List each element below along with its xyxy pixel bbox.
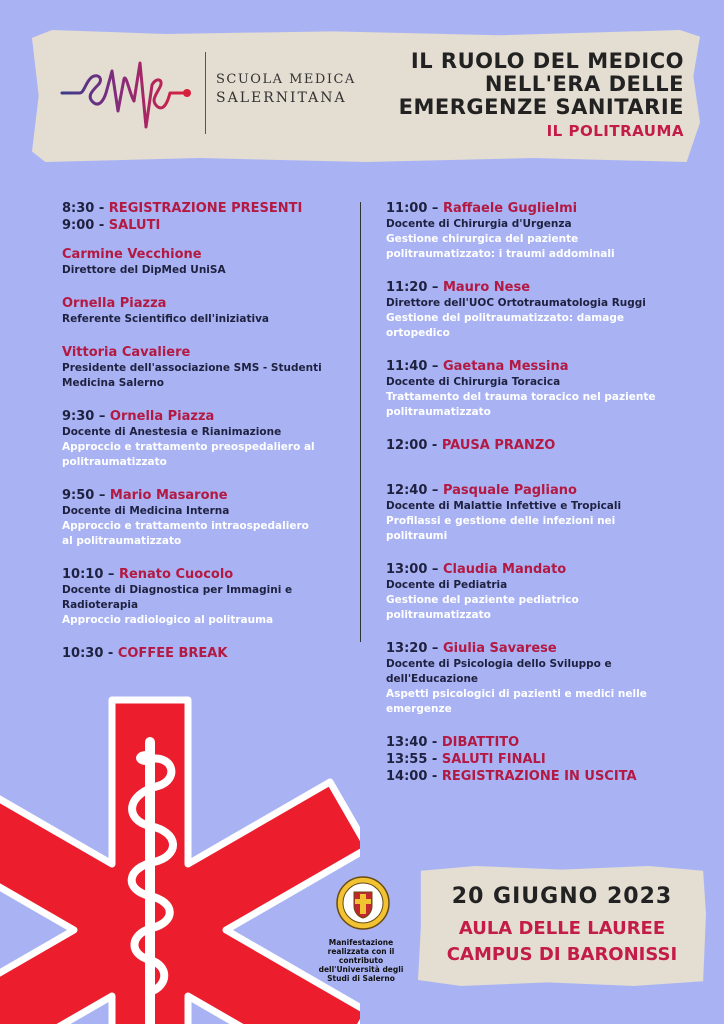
schedule-item (62, 217, 352, 234)
event-label: SALUTI (108, 218, 161, 233)
time: 14:00 - (386, 769, 438, 784)
event-label: DIBATTITO (441, 735, 520, 750)
event-date: 20 GIUGNO 2023 (451, 884, 673, 909)
schedule-item (386, 751, 696, 768)
speaker-role: Docente di Chirurgia d'Urgenza (386, 218, 572, 230)
talk-topic: Aspetti psicologici di pazienti e medici nelle emergenze (386, 688, 647, 715)
speaker-name: Mario Masarone (109, 488, 228, 503)
speaker-block (62, 246, 352, 278)
talk-topic: Trattamento del trauma toracico nel paziente politraumatizzato (386, 391, 656, 418)
speaker-name: Ornella Piazza (62, 296, 167, 311)
time: 8:30 - (62, 201, 105, 216)
talk-topic: Approccio e trattamento intraospedaliero al politraumatizzato (62, 520, 309, 547)
talk-block: 11:40 – Gaetana Messina Docente di Chirurgia Toracica Trattamento del trauma toracico nel paziente politraumatizzato (386, 358, 696, 420)
speaker-name: Mauro Nese (442, 280, 531, 295)
event-label: PAUSA PRANZO (441, 438, 556, 453)
speaker-name: Pasquale Pagliano (442, 483, 577, 498)
schedule-left-column (62, 200, 352, 662)
event-location: CAMPUS DI BARONISSI (446, 944, 678, 965)
sms-logo-icon (60, 55, 200, 135)
speaker-role: Direttore del DipMed UniSA (62, 264, 226, 276)
talk-block: 9:50 – Mario Masarone Docente di Medicina Interna Approccio e trattamento intraospedaliero al politraumatizzato (62, 487, 352, 549)
schedule-item (62, 200, 352, 217)
time: 11:40 (386, 359, 428, 374)
time: 13:55 - (386, 752, 438, 767)
talk-block: 12:40 – Pasquale Pagliano Docente di Malattie Infettive e Tropicali Profilassi e gestione delle infezioni nei politraumi (386, 482, 696, 544)
speaker-name: Giulia Savarese (442, 641, 557, 656)
talk-topic: Approccio e trattamento preospedaliero al politraumatizzato (62, 441, 315, 468)
event-label: SALUTI FINALI (441, 752, 546, 767)
title-line-2: NELL'ERA DELLE (484, 72, 684, 96)
column-divider (360, 202, 361, 642)
time: 9:00 - (62, 218, 105, 233)
schedule-item (386, 437, 696, 454)
speaker-name: Claudia Mandato (442, 562, 567, 577)
time: 9:30 (62, 409, 95, 424)
event-title (399, 50, 684, 141)
speaker-name: Carmine Vecchione (62, 247, 202, 262)
speaker-block (62, 295, 352, 327)
talk-topic: Gestione chirurgica del paziente politraumatizzato: i traumi addominali (386, 233, 615, 260)
logo-divider (205, 52, 206, 134)
title-line-1: IL RUOLO DEL MEDICO (410, 49, 684, 73)
time: 13:00 (386, 562, 428, 577)
speaker-role: Docente di Anestesia e Rianimazione (62, 426, 282, 438)
title-line-3: EMERGENZE SANITARIE (398, 95, 684, 119)
logo-text-line-2: SALERNITANA (216, 90, 347, 106)
time: 13:20 (386, 641, 428, 656)
time: 11:00 (386, 201, 428, 216)
speaker-role: Referente Scientifico dell'iniziativa (62, 313, 270, 325)
event-label: REGISTRAZIONE IN USCITA (441, 769, 637, 784)
speaker-role: Docente di Medicina Interna (62, 505, 230, 517)
time: 12:40 (386, 483, 428, 498)
time: 13:40 - (386, 735, 438, 750)
talk-block: 13:00 – Claudia Mandato Docente di Pediatria Gestione del paziente pediatrico politraumatizzato (386, 561, 696, 623)
talk-block: 10:10 – Renato Cuocolo Docente di Diagnostica per Immagini e Radioterapia Approccio radiologico al politrauma (62, 566, 352, 628)
talk-block: 13:20 – Giulia Savarese Docente di Psicologia dello Sviluppo e dell'Educazione Aspetti psicologici di pazienti e medici nelle emergenze (386, 640, 696, 717)
talk-topic: Gestione del politraumatizzato: damage ortopedico (386, 312, 624, 339)
talk-topic: Approccio radiologico al politrauma (62, 614, 274, 626)
event-label: COFFEE BREAK (117, 646, 228, 661)
speaker-role: Docente di Malattie Infettive e Tropicali (386, 500, 622, 512)
schedule-right-column (386, 200, 696, 785)
speaker-role: Presidente dell'associazione SMS - Studenti Medicina Salerno (62, 362, 322, 389)
time: 10:30 - (62, 646, 114, 661)
talk-topic: Profilassi e gestione delle infezioni nei politraumi (386, 515, 616, 542)
speaker-role: Direttore dell'UOC Ortotraumatologia Ruggi (386, 297, 646, 309)
schedule-item (386, 768, 696, 785)
schedule-item (386, 734, 696, 751)
speaker-block (62, 344, 352, 391)
talk-topic: Gestione del paziente pediatrico politraumatizzato (386, 594, 579, 621)
time: 12:00 - (386, 438, 438, 453)
event-subtitle: IL POLITRAUMA (546, 122, 684, 140)
event-venue: AULA DELLE LAUREE (458, 918, 666, 939)
closing-items (386, 734, 696, 785)
talk-block: 9:30 – Ornella Piazza Docente di Anestesia e Rianimazione Approccio e trattamento preospedaliero al politraumatizzato (62, 408, 352, 470)
talk-block: 11:20 – Mauro Nese Direttore dell'UOC Ortotraumatologia Ruggi Gestione del politraumatizzato: damage ortopedico (386, 279, 696, 341)
time: 11:20 (386, 280, 428, 295)
star-of-life-icon (0, 690, 360, 1024)
speaker-name: Raffaele Guglielmi (442, 201, 578, 216)
time: 9:50 (62, 488, 95, 503)
speaker-name: Vittoria Cavaliere (62, 345, 191, 360)
speaker-name: Renato Cuocolo (118, 567, 234, 582)
sponsor-note: Manifestazione realizzata con il contributo dell'Università degli Studi di Salerno (318, 938, 404, 983)
speaker-role: Docente di Chirurgia Toracica (386, 376, 561, 388)
event-label: REGISTRAZIONE PRESENTI (108, 201, 303, 216)
speaker-name: Ornella Piazza (109, 409, 215, 424)
logo-text-line-1: SCUOLA MEDICA (216, 72, 356, 87)
time: 10:10 (62, 567, 104, 582)
talk-block: 11:00 – Raffaele Guglielmi Docente di Chirurgia d'Urgenza Gestione chirurgica del paziente politraumatizzato: i traumi addominali (386, 200, 696, 262)
university-seal-icon (336, 876, 390, 930)
schedule-item (62, 645, 352, 662)
speaker-name: Gaetana Messina (442, 359, 569, 374)
speaker-role: Docente di Pediatria (386, 579, 508, 591)
speaker-role: Docente di Diagnostica per Immagini e Radioterapia (62, 584, 293, 611)
speaker-role: Docente di Psicologia dello Sviluppo e dell'Educazione (386, 658, 612, 685)
